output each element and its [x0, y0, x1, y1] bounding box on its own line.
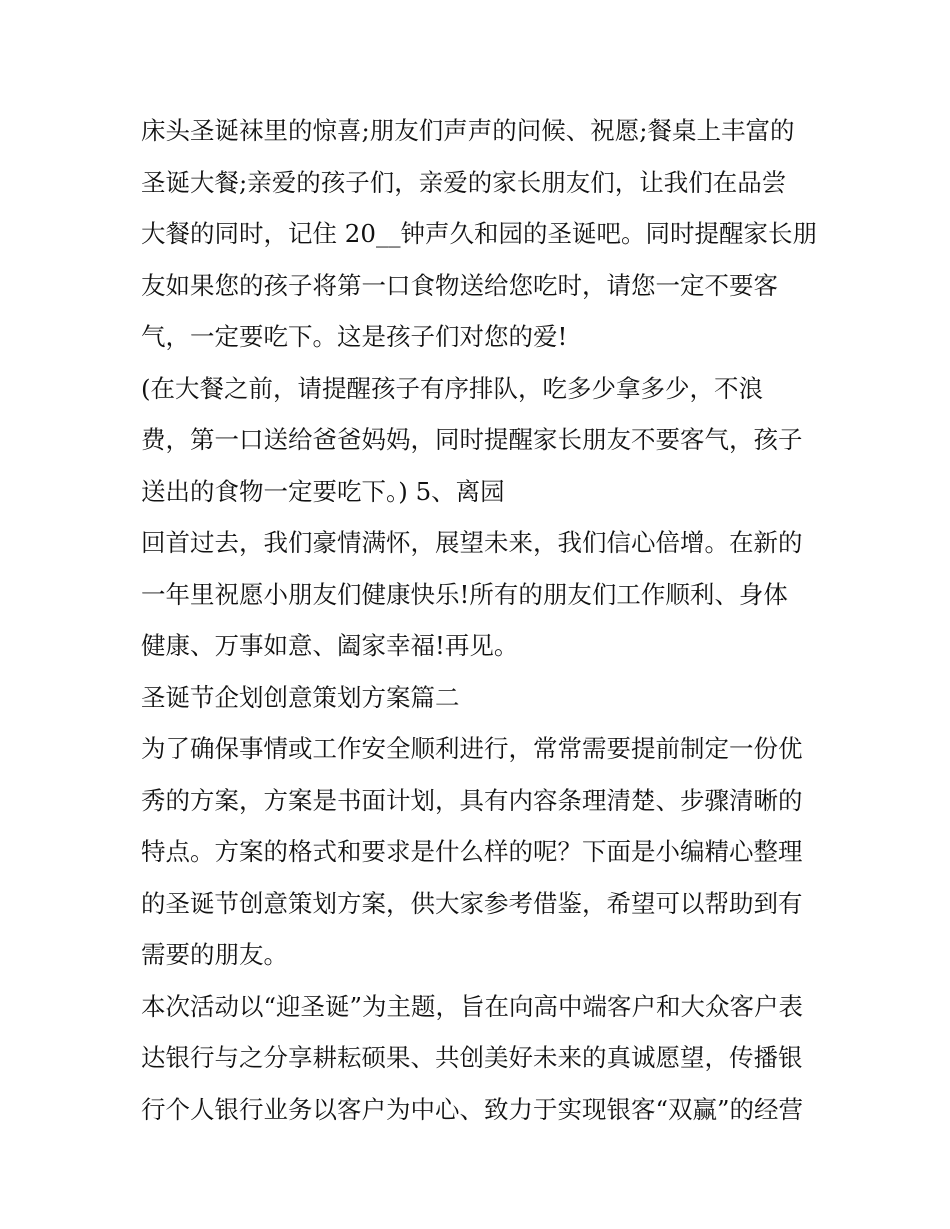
text-line: 需要的朋友。: [141, 940, 288, 969]
text-line: 圣诞大餐;亲爱的孩子们，亲爱的家长朋友们，让我们在品尝: [141, 167, 787, 197]
text-line: 送出的食物一定要吃下。) 5、离园: [141, 476, 505, 506]
text-line: 特点。方案的格式和要求是什么样的呢？下面是小编精心整理: [141, 837, 803, 866]
text-line: 健康、万事如意、阖家幸福!再见。: [141, 631, 519, 660]
text-line: 一年里祝愿小朋友们健康快乐!所有的朋友们工作顺利、身体: [141, 579, 788, 609]
text-line: 费，第一口送给爸爸妈妈，同时提醒家长朋友不要客气，孩子: [141, 425, 803, 454]
text-line: 友如果您的孩子将第一口食物送给您吃时，请您一定不要客: [141, 270, 778, 300]
text-line: 床头圣诞袜里的惊喜;朋友们声声的问候、祝愿;餐桌上丰富的: [141, 116, 795, 145]
text-line: 行个人银行业务以客户为中心、致力于实现银客“双赢”的经营: [141, 1094, 804, 1124]
text-line: (在大餐之前，请提醒孩子有序排队，吃多少拿多少，不浪: [141, 373, 764, 403]
document-body: [141, 105, 821, 1135]
text-line: 达银行与之分享耕耘硕果、共创美好未来的真诚愿望，传播银: [141, 1043, 803, 1072]
section-heading: 圣诞节企划创意策划方案篇二: [141, 682, 460, 712]
text-line: 为了确保事情或工作安全顺利进行，常常需要提前制定一份优: [141, 734, 803, 763]
text-line: 气，一定要吃下。这是孩子们对您的爱!: [141, 322, 568, 351]
text-line: 回首过去，我们豪情满怀，展望未来，我们信心倍增。在新的: [141, 528, 803, 557]
text-line: 秀的方案，方案是书面计划，具有内容条理清楚、步骤清晰的: [141, 785, 803, 815]
text-line: 大餐的同时，记住 20__钟声久和园的圣诞吧。同时提醒家长朋: [141, 219, 817, 248]
text-line: 本次活动以“迎圣诞”为主题，旨在向高中端客户和大众客户表: [141, 991, 804, 1021]
text-line: 的圣诞节创意策划方案，供大家参考借鉴，希望可以帮助到有: [141, 888, 803, 918]
